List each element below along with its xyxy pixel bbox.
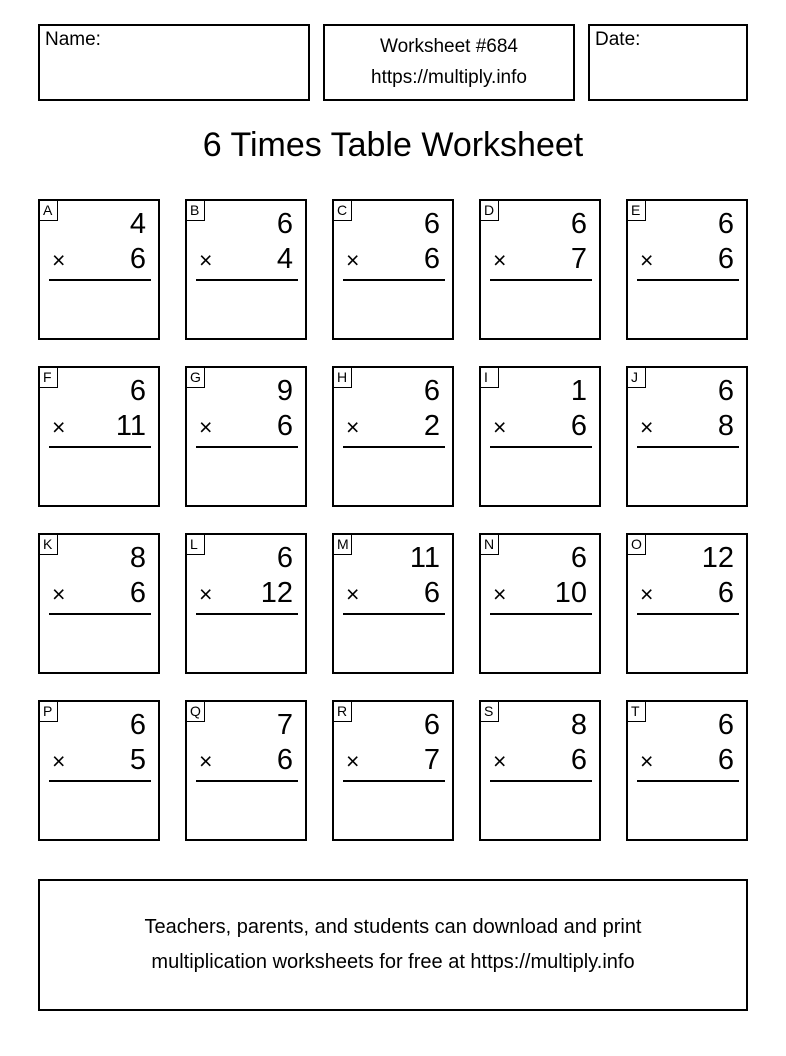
footer-line-1: Teachers, parents, and students can download and print [144,916,642,938]
multiplicand: 6 [570,208,587,240]
problem-letter: T [627,701,646,722]
multiplicand: 6 [276,542,293,574]
multiplier: 6 [129,243,146,275]
times-sign: × [199,247,213,273]
multiplicand: 8 [129,542,146,574]
times-sign: × [640,748,654,774]
multiplier: 7 [423,744,440,776]
answer-line [490,279,592,281]
times-sign: × [640,414,654,440]
multiplier: 6 [717,577,734,609]
multiplicand: 6 [129,375,146,407]
multiplicand: 4 [129,208,146,240]
times-sign: × [52,247,66,273]
problem-letter: H [333,367,352,388]
footer-line-2: multiplication worksheets for free at https://multiply.info [151,951,635,973]
answer-line [637,780,739,782]
problem-card [185,199,307,340]
problem-card [626,366,748,507]
date-label: Date: [595,29,641,50]
times-sign: × [640,247,654,273]
problem-card [332,700,454,841]
problem-letter: M [333,534,352,555]
answer-line [49,279,151,281]
multiplicand: 6 [423,709,440,741]
multiplicand: 1 [570,375,587,407]
problem-letter: E [627,200,646,221]
problem-letter: R [333,701,352,722]
problem-card [479,700,601,841]
problem-card [479,366,601,507]
problem-letter: B [186,200,205,221]
multiplicand: 6 [423,375,440,407]
multiplier: 6 [717,744,734,776]
problem-letter: F [39,367,58,388]
problem-letter: K [39,534,58,555]
problem-letter: C [333,200,352,221]
problem-card [626,700,748,841]
times-sign: × [52,581,66,607]
multiplicand: 9 [276,375,293,407]
problem-letter: S [480,701,499,722]
answer-line [196,613,298,615]
multiplicand: 6 [570,542,587,574]
times-sign: × [52,414,66,440]
answer-line [49,613,151,615]
times-sign: × [346,414,360,440]
multiplier: 6 [423,577,440,609]
date-field-box [588,24,748,101]
multiplier: 6 [423,243,440,275]
problem-card [332,533,454,674]
problem-letter: D [480,200,499,221]
problem-letter: P [39,701,58,722]
multiplier: 6 [276,744,293,776]
problem-letter: I [480,367,499,388]
problem-letter: N [480,534,499,555]
worksheet-number: Worksheet #684 [379,36,518,57]
multiplicand: 6 [717,709,734,741]
times-sign: × [52,748,66,774]
problem-letter: J [627,367,646,388]
multiplicand: 6 [717,208,734,240]
multiplicand: 6 [276,208,293,240]
multiplicand: 6 [717,375,734,407]
times-sign: × [640,581,654,607]
multiplicand: 12 [701,542,734,574]
worksheet-title: 6 Times Table Worksheet [202,126,584,164]
problem-card [38,366,160,507]
answer-line [196,446,298,448]
name-label: Name: [45,29,101,50]
answer-line [49,446,151,448]
multiplier: 6 [570,744,587,776]
multiplicand: 7 [276,709,293,741]
times-sign: × [199,414,213,440]
problem-letter: O [627,534,646,555]
answer-line [49,780,151,782]
problem-card [185,700,307,841]
answer-line [637,613,739,615]
answer-line [343,780,445,782]
multiplicand: 6 [423,208,440,240]
answer-line [196,279,298,281]
name-field-box [38,24,310,101]
multiplier: 2 [423,410,440,442]
problem-letter: A [39,200,58,221]
answer-line [343,446,445,448]
times-sign: × [493,581,507,607]
multiplier: 4 [276,243,293,275]
times-sign: × [199,748,213,774]
problem-card [332,366,454,507]
multiplicand: 6 [129,709,146,741]
problem-card [479,199,601,340]
answer-line [637,279,739,281]
multiplier: 11 [115,410,146,442]
problem-card [38,199,160,340]
multiplier: 6 [276,410,293,442]
times-sign: × [199,581,213,607]
problem-card [185,533,307,674]
answer-line [637,446,739,448]
multiplier: 10 [554,577,587,609]
times-sign: × [493,247,507,273]
multiplier: 6 [717,243,734,275]
worksheet-website: https://multiply.info [371,67,527,88]
problem-card [185,366,307,507]
times-sign: × [346,581,360,607]
times-sign: × [346,748,360,774]
problem-card [626,199,748,340]
problem-letter: G [186,367,205,388]
worksheet-info-box [323,24,575,101]
multiplicand: 8 [570,709,587,741]
answer-line [343,613,445,615]
problem-letter: Q [186,701,205,722]
answer-line [490,446,592,448]
times-sign: × [493,414,507,440]
problem-card [626,533,748,674]
answer-line [343,279,445,281]
multiplier: 7 [570,243,587,275]
multiplier: 8 [717,410,734,442]
multiplier: 6 [570,410,587,442]
multiplier: 6 [129,577,146,609]
answer-line [196,780,298,782]
multiplicand: 11 [409,542,440,574]
problem-letter: L [186,534,205,555]
times-sign: × [346,247,360,273]
multiplier: 5 [129,744,146,776]
multiplier: 12 [260,577,293,609]
times-sign: × [493,748,507,774]
problem-card [38,700,160,841]
problem-card [479,533,601,674]
answer-line [490,613,592,615]
problem-card [38,533,160,674]
answer-line [490,780,592,782]
problem-card [332,199,454,340]
footer-note-box [38,879,748,1011]
